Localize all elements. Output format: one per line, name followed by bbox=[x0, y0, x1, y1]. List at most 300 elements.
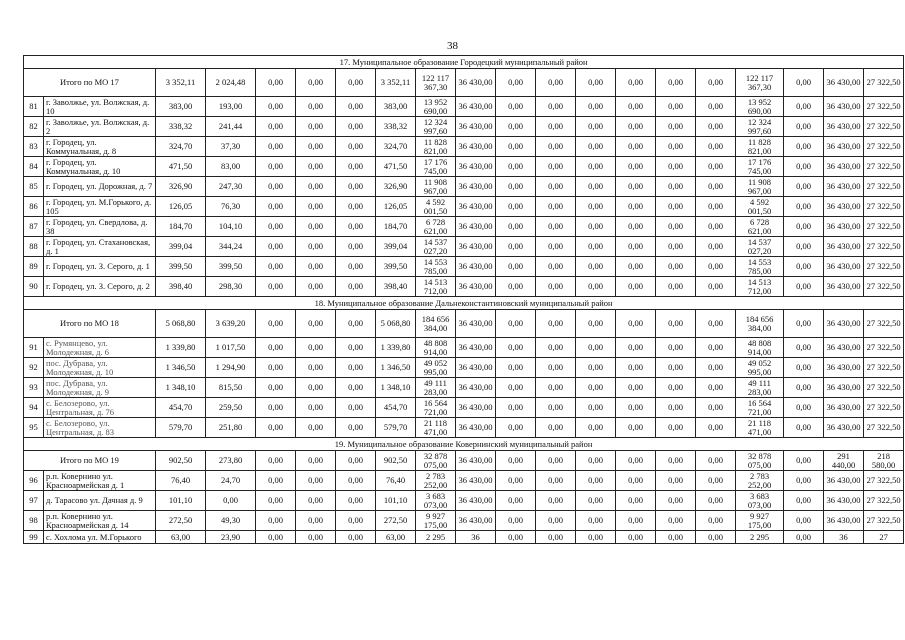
value-cell: 0,00 bbox=[696, 277, 736, 297]
value-cell: 0,00 bbox=[576, 358, 616, 378]
table-row bbox=[24, 378, 904, 398]
value-cell: 0,00 bbox=[296, 338, 336, 358]
value-cell: 14 513 712,00 bbox=[416, 277, 456, 297]
value-cell: 399,50 bbox=[376, 257, 416, 277]
value-cell: 0,00 bbox=[256, 358, 296, 378]
value-cell: 0,00 bbox=[616, 418, 656, 438]
value-cell: 0,00 bbox=[256, 197, 296, 217]
value-cell: 0,00 bbox=[616, 217, 656, 237]
value-cell: 36 430,00 bbox=[824, 237, 864, 257]
value-cell: 36 430,00 bbox=[824, 217, 864, 237]
value-cell: 0,00 bbox=[536, 418, 576, 438]
value-cell: 6 728 621,00 bbox=[416, 217, 456, 237]
value-cell: 36 430,00 bbox=[456, 237, 496, 257]
value-cell: 454,70 bbox=[376, 398, 416, 418]
value-cell: 326,90 bbox=[156, 177, 206, 197]
value-cell: 0,00 bbox=[336, 237, 376, 257]
value-cell: 83,00 bbox=[206, 157, 256, 177]
row-number: 86 bbox=[24, 197, 44, 217]
address-cell: г. Городец, ул. Стахановская, д. 1 bbox=[44, 237, 156, 257]
value-cell: 0,00 bbox=[496, 157, 536, 177]
value-cell: 272,50 bbox=[156, 511, 206, 531]
row-number: 87 bbox=[24, 217, 44, 237]
value-cell: 36 430,00 bbox=[456, 217, 496, 237]
address-cell: г. Городец, ул. З. Серого, д. 1 bbox=[44, 257, 156, 277]
value-cell: 0,00 bbox=[616, 491, 656, 511]
total-cell: 0,00 bbox=[536, 69, 576, 97]
total-cell: 902,50 bbox=[376, 451, 416, 471]
value-cell: 0,00 bbox=[656, 378, 696, 398]
value-cell: 184,70 bbox=[376, 217, 416, 237]
value-cell: 0,00 bbox=[536, 177, 576, 197]
row-number: 83 bbox=[24, 137, 44, 157]
table-row bbox=[24, 177, 904, 197]
value-cell: 0,00 bbox=[616, 471, 656, 491]
address-cell: г. Заволжье, ул. Волжская, д. 10 bbox=[44, 97, 156, 117]
value-cell: 0,00 bbox=[696, 511, 736, 531]
value-cell: 399,04 bbox=[156, 237, 206, 257]
value-cell: 0,00 bbox=[576, 217, 616, 237]
table-row bbox=[24, 471, 904, 491]
total-cell: 218 580,00 bbox=[864, 451, 904, 471]
value-cell: 383,00 bbox=[376, 97, 416, 117]
value-cell: 398,40 bbox=[156, 277, 206, 297]
table-row bbox=[24, 277, 904, 297]
value-cell: 27 322,50 bbox=[864, 237, 904, 257]
value-cell: 1 348,10 bbox=[376, 378, 416, 398]
value-cell: 338,32 bbox=[156, 117, 206, 137]
value-cell: 383,00 bbox=[156, 97, 206, 117]
value-cell: 0,00 bbox=[256, 511, 296, 531]
value-cell: 0,00 bbox=[576, 257, 616, 277]
value-cell: 0,00 bbox=[496, 398, 536, 418]
value-cell: 0,00 bbox=[696, 491, 736, 511]
value-cell: 0,00 bbox=[336, 157, 376, 177]
total-label: Итого по МО 17 bbox=[24, 69, 156, 97]
total-cell: 5 068,80 bbox=[156, 310, 206, 338]
value-cell: 0,00 bbox=[696, 471, 736, 491]
value-cell: 0,00 bbox=[656, 277, 696, 297]
value-cell: 272,50 bbox=[376, 511, 416, 531]
value-cell: 27 322,50 bbox=[864, 277, 904, 297]
value-cell: 14 553 785,00 bbox=[736, 257, 784, 277]
value-cell: 1 348,10 bbox=[156, 378, 206, 398]
value-cell: 241,44 bbox=[206, 117, 256, 137]
value-cell: 0,00 bbox=[696, 378, 736, 398]
value-cell: 27 322,50 bbox=[864, 137, 904, 157]
value-cell: 36 430,00 bbox=[824, 471, 864, 491]
value-cell: 16 564 721,00 bbox=[416, 398, 456, 418]
value-cell: 27 322,50 bbox=[864, 117, 904, 137]
table-row bbox=[24, 338, 904, 358]
table-row bbox=[24, 137, 904, 157]
value-cell: 16 564 721,00 bbox=[736, 398, 784, 418]
row-number: 95 bbox=[24, 418, 44, 438]
value-cell: 0,00 bbox=[296, 157, 336, 177]
value-cell: 399,04 bbox=[376, 237, 416, 257]
value-cell: 0,00 bbox=[336, 358, 376, 378]
value-cell: 27 322,50 bbox=[864, 97, 904, 117]
address-cell: г. Городец, ул. М.Горького, д. 105 bbox=[44, 197, 156, 217]
value-cell: 0,00 bbox=[256, 217, 296, 237]
value-cell: 0,00 bbox=[336, 277, 376, 297]
value-cell: 0,00 bbox=[496, 117, 536, 137]
table-row bbox=[24, 157, 904, 177]
total-cell: 0,00 bbox=[256, 451, 296, 471]
value-cell: 0,00 bbox=[656, 471, 696, 491]
value-cell: 0,00 bbox=[784, 471, 824, 491]
value-cell: 14 553 785,00 bbox=[416, 257, 456, 277]
value-cell: 0,00 bbox=[536, 398, 576, 418]
table-row bbox=[24, 398, 904, 418]
value-cell: 48 808 914,00 bbox=[736, 338, 784, 358]
value-cell: 3 683 073,00 bbox=[416, 491, 456, 511]
value-cell: 0,00 bbox=[696, 418, 736, 438]
row-number: 93 bbox=[24, 378, 44, 398]
value-cell: 76,40 bbox=[156, 471, 206, 491]
value-cell: 579,70 bbox=[376, 418, 416, 438]
value-cell: 0,00 bbox=[696, 358, 736, 378]
value-cell: 101,10 bbox=[156, 491, 206, 511]
value-cell: 0,00 bbox=[496, 97, 536, 117]
value-cell: 0,00 bbox=[536, 378, 576, 398]
value-cell: 0,00 bbox=[576, 511, 616, 531]
value-cell: 0,00 bbox=[256, 398, 296, 418]
table-row bbox=[24, 237, 904, 257]
table-row bbox=[24, 418, 904, 438]
value-cell: 0,00 bbox=[616, 511, 656, 531]
value-cell: 2 295 bbox=[736, 531, 784, 544]
total-cell: 0,00 bbox=[576, 69, 616, 97]
value-cell: 0,00 bbox=[784, 257, 824, 277]
total-cell: 0,00 bbox=[496, 451, 536, 471]
address-cell: г. Городец, ул. Коммунальная, д. 8 bbox=[44, 137, 156, 157]
value-cell: 63,00 bbox=[156, 531, 206, 544]
total-cell: 0,00 bbox=[496, 310, 536, 338]
value-cell: 126,05 bbox=[376, 197, 416, 217]
section-header-row bbox=[24, 297, 904, 310]
value-cell: 399,50 bbox=[206, 257, 256, 277]
value-cell: 0,00 bbox=[296, 378, 336, 398]
value-cell: 0,00 bbox=[696, 237, 736, 257]
value-cell: 0,00 bbox=[256, 157, 296, 177]
total-cell: 0,00 bbox=[656, 69, 696, 97]
address-cell: с. Белозерово, ул. Центральная, д. 83 bbox=[44, 418, 156, 438]
value-cell: 0,00 bbox=[536, 157, 576, 177]
total-cell: 0,00 bbox=[496, 69, 536, 97]
section-title: 18. Муниципальное образование Дальнеконстантиновский муниципальный район bbox=[24, 297, 904, 310]
value-cell: 0,00 bbox=[656, 491, 696, 511]
value-cell: 0,00 bbox=[576, 338, 616, 358]
value-cell: 0,00 bbox=[256, 277, 296, 297]
value-cell: 398,40 bbox=[376, 277, 416, 297]
value-cell: 0,00 bbox=[696, 398, 736, 418]
value-cell: 0,00 bbox=[656, 358, 696, 378]
total-cell: 122 117 367,30 bbox=[416, 69, 456, 97]
row-number: 85 bbox=[24, 177, 44, 197]
value-cell: 0,00 bbox=[656, 257, 696, 277]
address-cell: г. Городец, ул. З. Серого, д. 2 bbox=[44, 277, 156, 297]
value-cell: 104,10 bbox=[206, 217, 256, 237]
value-cell: 27 322,50 bbox=[864, 398, 904, 418]
table-row bbox=[24, 117, 904, 137]
address-cell: г. Городец, ул. Свердлова, д. 38 bbox=[44, 217, 156, 237]
total-cell: 0,00 bbox=[336, 69, 376, 97]
total-cell: 0,00 bbox=[784, 310, 824, 338]
value-cell: 0,00 bbox=[496, 511, 536, 531]
value-cell: 36 430,00 bbox=[456, 177, 496, 197]
value-cell: 0,00 bbox=[496, 338, 536, 358]
value-cell: 0,00 bbox=[784, 117, 824, 137]
address-cell: д. Тарасово ул. Дачная д. 9 bbox=[44, 491, 156, 511]
value-cell: 23,90 bbox=[206, 531, 256, 544]
value-cell: 13 952 690,00 bbox=[736, 97, 784, 117]
value-cell: 14 513 712,00 bbox=[736, 277, 784, 297]
value-cell: 36 430,00 bbox=[456, 491, 496, 511]
value-cell: 1 339,80 bbox=[156, 338, 206, 358]
value-cell: 36 430,00 bbox=[824, 398, 864, 418]
value-cell: 259,50 bbox=[206, 398, 256, 418]
value-cell: 0,00 bbox=[656, 418, 696, 438]
value-cell: 27 322,50 bbox=[864, 157, 904, 177]
value-cell: 36 430,00 bbox=[824, 177, 864, 197]
row-number: 90 bbox=[24, 277, 44, 297]
value-cell: 0,00 bbox=[784, 398, 824, 418]
row-number: 99 bbox=[24, 531, 44, 544]
value-cell: 0,00 bbox=[784, 197, 824, 217]
value-cell: 0,00 bbox=[576, 237, 616, 257]
value-cell: 49,30 bbox=[206, 511, 256, 531]
value-cell: 36 430,00 bbox=[456, 117, 496, 137]
total-cell: 0,00 bbox=[696, 69, 736, 97]
row-number: 84 bbox=[24, 157, 44, 177]
address-cell: с. Хохлома ул. М.Горького bbox=[44, 531, 156, 544]
value-cell: 36 430,00 bbox=[824, 277, 864, 297]
value-cell: 0,00 bbox=[256, 378, 296, 398]
value-cell: 14 537 027,20 bbox=[416, 237, 456, 257]
value-cell: 101,10 bbox=[376, 491, 416, 511]
address-cell: пос. Дубрава, ул. Молодежная, д. 10 bbox=[44, 358, 156, 378]
total-cell: 27 322,50 bbox=[864, 69, 904, 97]
value-cell: 0,00 bbox=[256, 491, 296, 511]
value-cell: 471,50 bbox=[376, 157, 416, 177]
total-label: Итого по МО 18 bbox=[24, 310, 156, 338]
value-cell: 0,00 bbox=[576, 177, 616, 197]
value-cell: 36 430,00 bbox=[824, 338, 864, 358]
value-cell: 0,00 bbox=[784, 418, 824, 438]
value-cell: 36 430,00 bbox=[456, 257, 496, 277]
total-cell: 32 878 075,00 bbox=[736, 451, 784, 471]
value-cell: 27 322,50 bbox=[864, 257, 904, 277]
value-cell: 49 111 283,00 bbox=[416, 378, 456, 398]
value-cell: 0,00 bbox=[616, 117, 656, 137]
value-cell: 36 430,00 bbox=[824, 97, 864, 117]
value-cell: 471,50 bbox=[156, 157, 206, 177]
value-cell: 0,00 bbox=[696, 97, 736, 117]
value-cell: 0,00 bbox=[576, 117, 616, 137]
value-cell: 0,00 bbox=[536, 338, 576, 358]
value-cell: 0,00 bbox=[656, 217, 696, 237]
value-cell: 0,00 bbox=[296, 491, 336, 511]
value-cell: 1 346,50 bbox=[156, 358, 206, 378]
value-cell: 9 927 175,00 bbox=[736, 511, 784, 531]
value-cell: 0,00 bbox=[616, 257, 656, 277]
value-cell: 0,00 bbox=[296, 418, 336, 438]
value-cell: 0,00 bbox=[784, 177, 824, 197]
value-cell: 21 118 471,00 bbox=[736, 418, 784, 438]
value-cell: 0,00 bbox=[336, 117, 376, 137]
value-cell: 0,00 bbox=[296, 177, 336, 197]
value-cell: 0,00 bbox=[616, 398, 656, 418]
value-cell: 0,00 bbox=[496, 177, 536, 197]
total-cell: 0,00 bbox=[576, 310, 616, 338]
value-cell: 0,00 bbox=[496, 471, 536, 491]
value-cell: 454,70 bbox=[156, 398, 206, 418]
total-cell: 36 430,00 bbox=[456, 451, 496, 471]
value-cell: 27 322,50 bbox=[864, 217, 904, 237]
value-cell: 36 430,00 bbox=[456, 338, 496, 358]
value-cell: 0,00 bbox=[336, 257, 376, 277]
row-number: 89 bbox=[24, 257, 44, 277]
value-cell: 63,00 bbox=[376, 531, 416, 544]
value-cell: 0,00 bbox=[576, 97, 616, 117]
value-cell: 76,40 bbox=[376, 471, 416, 491]
value-cell: 21 118 471,00 bbox=[416, 418, 456, 438]
address-cell: г. Городец, ул. Дорожная, д. 7 bbox=[44, 177, 156, 197]
value-cell: 324,70 bbox=[376, 137, 416, 157]
total-cell: 184 656 384,00 bbox=[416, 310, 456, 338]
value-cell: 0,00 bbox=[656, 531, 696, 544]
total-cell: 0,00 bbox=[696, 451, 736, 471]
value-cell: 0,00 bbox=[784, 137, 824, 157]
total-cell: 2 024,48 bbox=[206, 69, 256, 97]
value-cell: 0,00 bbox=[336, 471, 376, 491]
value-cell: 0,00 bbox=[256, 177, 296, 197]
value-cell: 49 111 283,00 bbox=[736, 378, 784, 398]
value-cell: 0,00 bbox=[336, 137, 376, 157]
value-cell: 0,00 bbox=[576, 491, 616, 511]
value-cell: 0,00 bbox=[536, 97, 576, 117]
row-number: 92 bbox=[24, 358, 44, 378]
total-cell: 0,00 bbox=[656, 310, 696, 338]
value-cell: 0,00 bbox=[616, 531, 656, 544]
value-cell: 0,00 bbox=[576, 418, 616, 438]
value-cell: 0,00 bbox=[616, 277, 656, 297]
value-cell: 0,00 bbox=[496, 418, 536, 438]
table-row bbox=[24, 491, 904, 511]
value-cell: 27 322,50 bbox=[864, 197, 904, 217]
value-cell: 36 430,00 bbox=[824, 378, 864, 398]
value-cell: 0,00 bbox=[536, 491, 576, 511]
total-cell: 0,00 bbox=[616, 451, 656, 471]
value-cell: 0,00 bbox=[696, 117, 736, 137]
value-cell: 0,00 bbox=[296, 137, 336, 157]
total-cell: 0,00 bbox=[296, 451, 336, 471]
value-cell: 17 176 745,00 bbox=[736, 157, 784, 177]
total-cell: 36 430,00 bbox=[456, 310, 496, 338]
value-cell: 27 322,50 bbox=[864, 358, 904, 378]
value-cell: 0,00 bbox=[696, 338, 736, 358]
row-number: 82 bbox=[24, 117, 44, 137]
value-cell: 0,00 bbox=[256, 237, 296, 257]
value-cell: 27 322,50 bbox=[864, 177, 904, 197]
value-cell: 193,00 bbox=[206, 97, 256, 117]
value-cell: 0,00 bbox=[496, 197, 536, 217]
value-cell: 0,00 bbox=[536, 217, 576, 237]
row-number: 98 bbox=[24, 511, 44, 531]
value-cell: 36 430,00 bbox=[824, 137, 864, 157]
total-cell: 0,00 bbox=[784, 69, 824, 97]
value-cell: 0,00 bbox=[696, 177, 736, 197]
total-cell: 0,00 bbox=[536, 451, 576, 471]
value-cell: 0,00 bbox=[784, 378, 824, 398]
value-cell: 0,00 bbox=[656, 338, 696, 358]
value-cell: 815,50 bbox=[206, 378, 256, 398]
value-cell: 0,00 bbox=[536, 511, 576, 531]
value-cell: 0,00 bbox=[496, 358, 536, 378]
value-cell: 2 783 252,00 bbox=[736, 471, 784, 491]
value-cell: 0,00 bbox=[296, 531, 336, 544]
total-cell: 0,00 bbox=[336, 451, 376, 471]
section-header-row bbox=[24, 438, 904, 451]
value-cell: 0,00 bbox=[536, 117, 576, 137]
value-cell: 0,00 bbox=[616, 177, 656, 197]
table-row bbox=[24, 358, 904, 378]
value-cell: 0,00 bbox=[536, 531, 576, 544]
value-cell: 4 592 001,50 bbox=[736, 197, 784, 217]
total-cell: 0,00 bbox=[296, 69, 336, 97]
value-cell: 0,00 bbox=[496, 137, 536, 157]
value-cell: 0,00 bbox=[296, 97, 336, 117]
address-cell: р.п. Ковернино ул. Красноармейская д. 14 bbox=[44, 511, 156, 531]
total-cell: 0,00 bbox=[696, 310, 736, 338]
total-cell: 184 656 384,00 bbox=[736, 310, 784, 338]
value-cell: 0,00 bbox=[696, 197, 736, 217]
value-cell: 338,32 bbox=[376, 117, 416, 137]
value-cell: 0,00 bbox=[296, 117, 336, 137]
value-cell: 0,00 bbox=[496, 531, 536, 544]
value-cell: 0,00 bbox=[256, 471, 296, 491]
total-cell: 122 117 367,30 bbox=[736, 69, 784, 97]
address-cell: г. Городец, ул. Коммунальная, д. 10 bbox=[44, 157, 156, 177]
value-cell: 0,00 bbox=[256, 117, 296, 137]
total-cell: 27 322,50 bbox=[864, 310, 904, 338]
total-cell: 36 430,00 bbox=[456, 69, 496, 97]
value-cell: 36 430,00 bbox=[456, 137, 496, 157]
value-cell: 0,00 bbox=[784, 491, 824, 511]
value-cell: 37,30 bbox=[206, 137, 256, 157]
value-cell: 36 430,00 bbox=[824, 418, 864, 438]
value-cell: 0,00 bbox=[576, 378, 616, 398]
value-cell: 0,00 bbox=[656, 398, 696, 418]
value-cell: 0,00 bbox=[696, 157, 736, 177]
value-cell: 36 430,00 bbox=[824, 197, 864, 217]
value-cell: 36 430,00 bbox=[824, 511, 864, 531]
value-cell: 0,00 bbox=[336, 217, 376, 237]
value-cell: 1 339,80 bbox=[376, 338, 416, 358]
value-cell: 0,00 bbox=[296, 471, 336, 491]
value-cell: 27 322,50 bbox=[864, 338, 904, 358]
value-cell: 1 017,50 bbox=[206, 338, 256, 358]
value-cell: 0,00 bbox=[784, 157, 824, 177]
total-cell: 0,00 bbox=[616, 69, 656, 97]
value-cell: 0,00 bbox=[296, 358, 336, 378]
value-cell: 0,00 bbox=[536, 358, 576, 378]
value-cell: 24,70 bbox=[206, 471, 256, 491]
total-cell: 5 068,80 bbox=[376, 310, 416, 338]
value-cell: 126,05 bbox=[156, 197, 206, 217]
value-cell: 0,00 bbox=[576, 157, 616, 177]
